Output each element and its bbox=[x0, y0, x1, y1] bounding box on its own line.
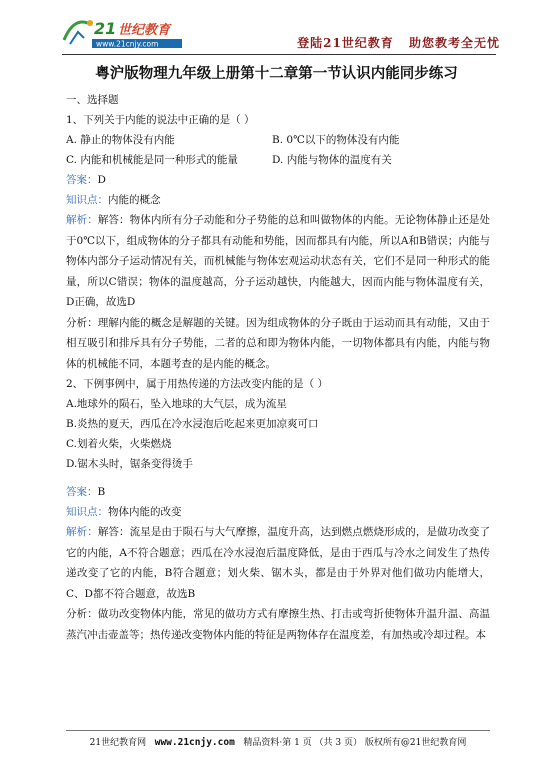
page-title: 粤沪版物理九年级上册第十二章第一节认识内能同步练习 bbox=[95, 66, 458, 82]
q2-fenxi: 分析：做功改变物体内能，常见的做功方式有摩擦生热、打击或弯折使物体升温升温、高温蒸汽冲击壶盖等；热传递改变物体内能的特征是两物体存在温度差，有加热或冷却过程。本 bbox=[66, 608, 490, 641]
slogan-2: 助您教考全无忧 bbox=[408, 36, 500, 50]
q1-analysis-label: 解析： bbox=[66, 214, 98, 226]
q1-answer-value: D bbox=[97, 174, 106, 186]
q1-option-c: C. 内能和机械能是同一种形式的能量 bbox=[66, 154, 238, 166]
q1-option-b: B. 0℃以下的物体没有内能 bbox=[272, 134, 400, 146]
q1-knowledge-point bbox=[66, 190, 490, 210]
q1-options-row-1 bbox=[66, 130, 490, 150]
q2-stem: 2、下例事例中，属于用热传递的方法改变内能的是（ ） bbox=[66, 378, 329, 390]
page-footer bbox=[66, 730, 490, 748]
q2-kp-value: 物体内能的改变 bbox=[108, 506, 182, 518]
q2-option-b: B.炎热的夏天，西瓜在冷水浸泡后吃起来更加凉爽可口 bbox=[66, 418, 319, 430]
slogan-1: 登陆21世纪教育 bbox=[297, 36, 394, 50]
q2-option-a: A.地球外的陨石，坠入地球的大气层，成为流星 bbox=[66, 398, 287, 410]
q1-stem: 1、下列关于内能的说法中正确的是（ ） bbox=[66, 114, 255, 126]
q1-kp-label: 知识点： bbox=[66, 194, 108, 206]
q2-analysis-label: 解析： bbox=[66, 526, 98, 538]
q1-answer-label: 答案： bbox=[66, 174, 98, 186]
q1-analysis-text: 解答：物体内所有分子动能和分子势能的总和叫做物体的内能。无论物体静止还是处于0℃以下，组成物体的分子都具有动能和势能，因而都具有内能，所以A和B错误；内能与物体内部分子运动情况有关，而机械能与物体宏观运动状态有关，它们不是同一种形式的能量，所以C错误；物体的温度越高，分子运动越快，内能越大，因而内能与物体温度有关，D正确，故选D bbox=[66, 214, 491, 308]
footer-left: 21世纪教育网 bbox=[89, 738, 147, 748]
footer-right: 精品资料·第 1 页 （共 3 页） 版权所有@21世纪教育网 bbox=[243, 738, 467, 748]
q2-answer-value: B bbox=[97, 486, 106, 498]
header-slogan bbox=[287, 34, 500, 51]
q2-option-d: D.锯木头时，锯条变得烫手 bbox=[66, 458, 193, 470]
q2-option-c: C.划着火柴，火柴燃烧 bbox=[66, 438, 172, 450]
document-body bbox=[66, 90, 490, 645]
svg-text:21: 21 bbox=[94, 19, 117, 38]
q2-analysis bbox=[66, 522, 490, 604]
q1-options-row-2 bbox=[66, 150, 490, 170]
q1-option-d: D. 内能与物体的温度有关 bbox=[272, 154, 392, 166]
q1-option-a: A. 静止的物体没有内能 bbox=[66, 134, 175, 146]
section-heading: 一、选择题 bbox=[66, 94, 119, 106]
q2-knowledge-point bbox=[66, 502, 490, 522]
q1-answer bbox=[66, 170, 490, 190]
logo-url: www.21cnjy.com bbox=[96, 39, 159, 49]
q2-kp-label: 知识点： bbox=[66, 506, 108, 518]
q2-answer-label: 答案： bbox=[66, 486, 98, 498]
site-logo bbox=[60, 14, 185, 50]
q2-analysis-text: 解答：流星是由于陨石与大气摩擦，温度升高，达到燃点燃烧形成的，是做功改变了它的内能，A不符合题意；西瓜在冷水浸泡后温度降低，是由于西瓜与冷水之间发生了热传递改变了它的内能，B符合题意；划火柴、锯木头，都是由于外界对他们做功内能增大，C、D都不符合题意，故选B bbox=[66, 526, 491, 600]
q1-analysis bbox=[66, 210, 490, 313]
q2-answer bbox=[66, 482, 490, 502]
page-header bbox=[60, 14, 500, 54]
footer-url[interactable]: www.21cnjy.com bbox=[154, 737, 235, 748]
q1-kp-value: 内能的概念 bbox=[108, 194, 161, 206]
q1-fenxi: 分析：理解内能的概念是解题的关键。因为组成物体的分子既由于运动而具有动能，又由于相互吸引和排斥具有分子势能，二者的总和即为物体内能，一切物体都具有内能，内能与物体的机械能不同，本题考查的是内能的概念。 bbox=[66, 316, 490, 370]
logo-graphic bbox=[60, 14, 185, 50]
svg-text:世纪教育: 世纪教育 bbox=[118, 23, 171, 38]
header-divider bbox=[62, 54, 496, 55]
